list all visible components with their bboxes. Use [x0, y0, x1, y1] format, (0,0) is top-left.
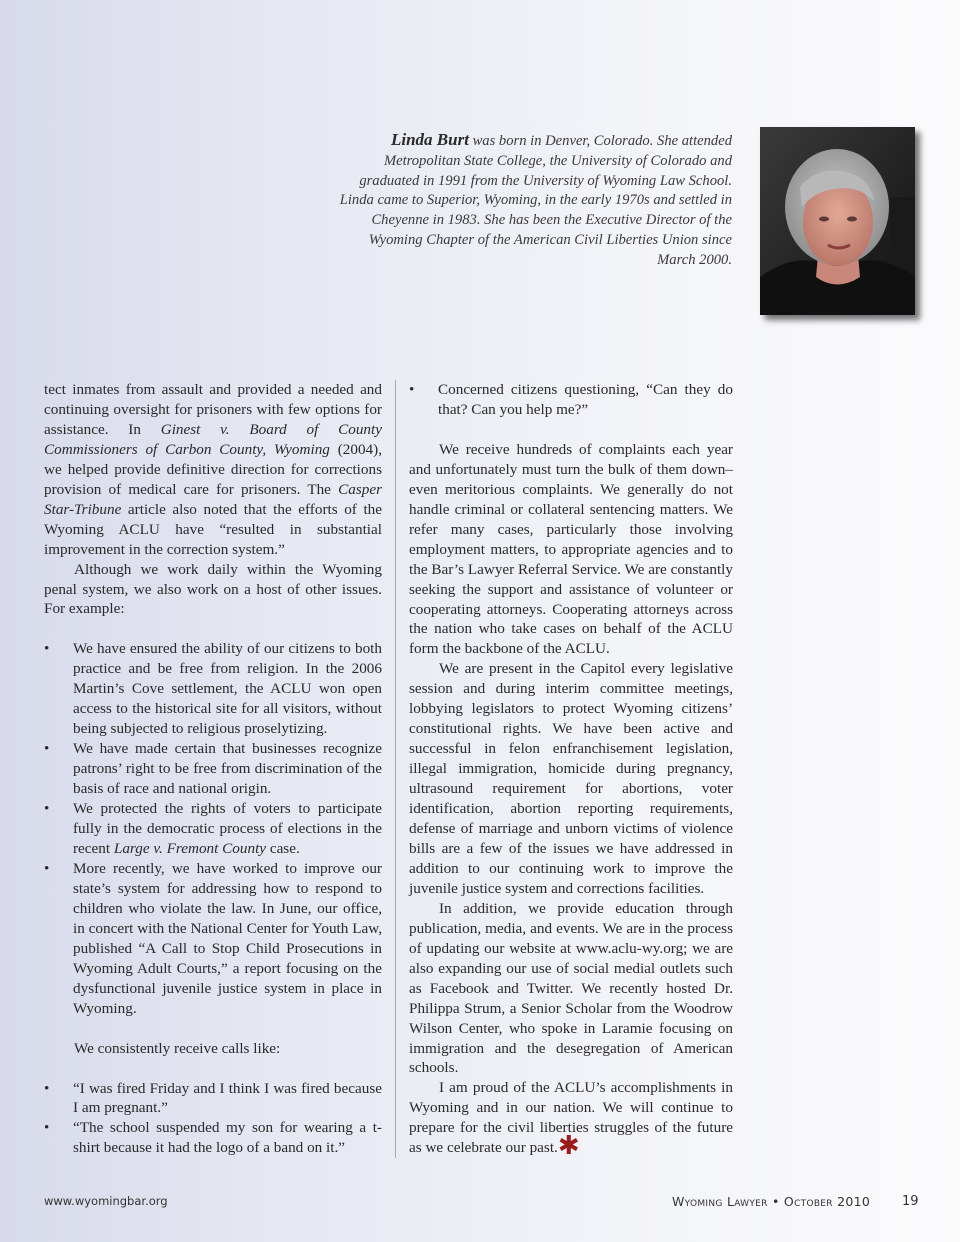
list-item: • More recently, we have worked to improve our state’s system for addressing how to respond to children who violate the law. In June, our office, in concert with the National Center for Youth Law, published “A Call to Stop Child Prosecutions in Wyoming Adult Courts,” a report focusing on the dysfunctional juvenile justice system in place in Wyoming.: [44, 859, 382, 1017]
bullet-icon: •: [44, 740, 50, 758]
paragraph: In addition, we provide education through publication, media, and events. We are in the process of updating our website at www.aclu-wy.org; we are also expanding our use of social medial outlets such as Facebook and Twitter. We recently hosted Dr. Philippa Strum, a Senior Scholar from the Woodrow Wilson Center, who spoke in Laramie focusing on immigration and the desegregation of American schools.: [409, 899, 733, 1077]
author-portrait-image: [760, 127, 915, 315]
left-column: [44, 380, 382, 1158]
end-mark-icon: ✱: [557, 1131, 580, 1161]
page-number: 19: [902, 1194, 919, 1209]
paragraph: Although we work daily within the Wyoming penal system, we also work on a host of other issues. For example:: [44, 560, 382, 618]
footer-publication: Wyoming Lawyer • October 2010: [672, 1194, 871, 1209]
issues-list: [44, 639, 382, 1018]
list-item: • We have made certain that businesses recognize patrons’ right to be free from discrimination of the basis of race and national origin.: [44, 740, 382, 798]
list-item: • “I was fired Friday and I think I was fired because I am pregnant.”: [44, 1079, 382, 1117]
bullet-icon: •: [44, 1119, 50, 1137]
paragraph: We consistently receive calls like:: [74, 1039, 281, 1057]
author-bio: [330, 130, 732, 271]
paragraph: tect inmates from assault and provided a needed and continuing oversight for prisoners with few options for assistance. In Ginest v. Board of County Commissioners of Carbon County, Wyoming (2004), we helped provide definitive direction for corrections provision of medical care for prisoners. The Casper Star-Tribune article also noted that the efforts of the Wyoming ACLU have “resulted in substantial improvement in the correction system.”: [44, 381, 382, 558]
column-divider: [395, 380, 396, 1158]
list-item: • We have ensured the ability of our citizens to both practice and be free from religion. In the 2006 Martin’s Cove settlement, the ACLU won open access to the historical site for all visitors, without being subjected to religious proselytizing.: [44, 640, 382, 738]
author-photo: [760, 127, 915, 315]
bullet-icon: •: [44, 800, 50, 818]
calls-list: [44, 1079, 382, 1159]
list-item: • “The school suspended my son for wearing a t-shirt because it had the logo of a band on it.”: [44, 1119, 382, 1157]
author-bio-text: was born in Denver, Colorado. She attended Metropolitan State College, the University of Colorado and graduated in 1991 from the University of Wyoming Law School. Linda came to Superior, Wyoming, in the early 1970s and settled in Cheyenne in 1983. She has been the Executive Director of the Wyoming Chapter of the American Civil Liberties Union since March 2000.: [339, 133, 732, 268]
list-item: • Concerned citizens questioning, “Can they do that? Can you help me?”: [409, 381, 733, 418]
bullet-icon: •: [44, 640, 50, 658]
footer-website: www.wyomingbar.org: [44, 1194, 168, 1208]
newspaper-name: Casper Star-Tribune: [44, 480, 382, 518]
list-item: • We protected the rights of voters to participate fully in the democratic process of elections in the recent Large v. Fremont County case.: [44, 800, 382, 857]
bullet-icon: •: [44, 1079, 50, 1097]
author-name: Linda Burt: [390, 130, 469, 149]
case-name: Large v. Fremont County: [113, 839, 267, 857]
case-name: Ginest v. Board of County Commissioners of Carbon County, Wyoming: [44, 420, 382, 458]
paragraph: We are present in the Capitol every legislative session and during interim committee meetings, lobbying legislators to protect Wyoming citizens’ constitutional rights. We have been active and successful in felon enfranchisement legislation, illegal immigration, homicide during pregnancy, ultrasound requirement for abortions, voter identification, abortion reporting requirements, defense of marriage and unborn victims of violence bills are a few of the issues we have addressed in addition to our continuing work to improve the juvenile justice system and corrections facilities.: [409, 660, 733, 897]
right-column: [409, 380, 733, 1161]
bullet-icon: •: [44, 859, 50, 877]
calls-list: [409, 380, 733, 420]
paragraph: We receive hundreds of complaints each year and unfortunately must turn the bulk of them down–even meritorious complaints. We generally do not handle criminal or collateral sentencing matters. We refer many cases, particularly those involving employment matters, to appropriate agencies and to the Bar’s Lawyer Referral Service. We are constantly seeking the support and assistance of volunteer or cooperating attorneys. Cooperating attorneys across the nation who take cases on behalf of the ACLU form the backbone of the ACLU.: [409, 440, 733, 658]
paragraph: I am proud of the ACLU’s accomplishments in Wyoming and in our nation. We will continue to prepare for the civil liberties struggles of the future as we celebrate our past.✱: [409, 1079, 733, 1161]
bullet-icon: •: [409, 381, 415, 398]
